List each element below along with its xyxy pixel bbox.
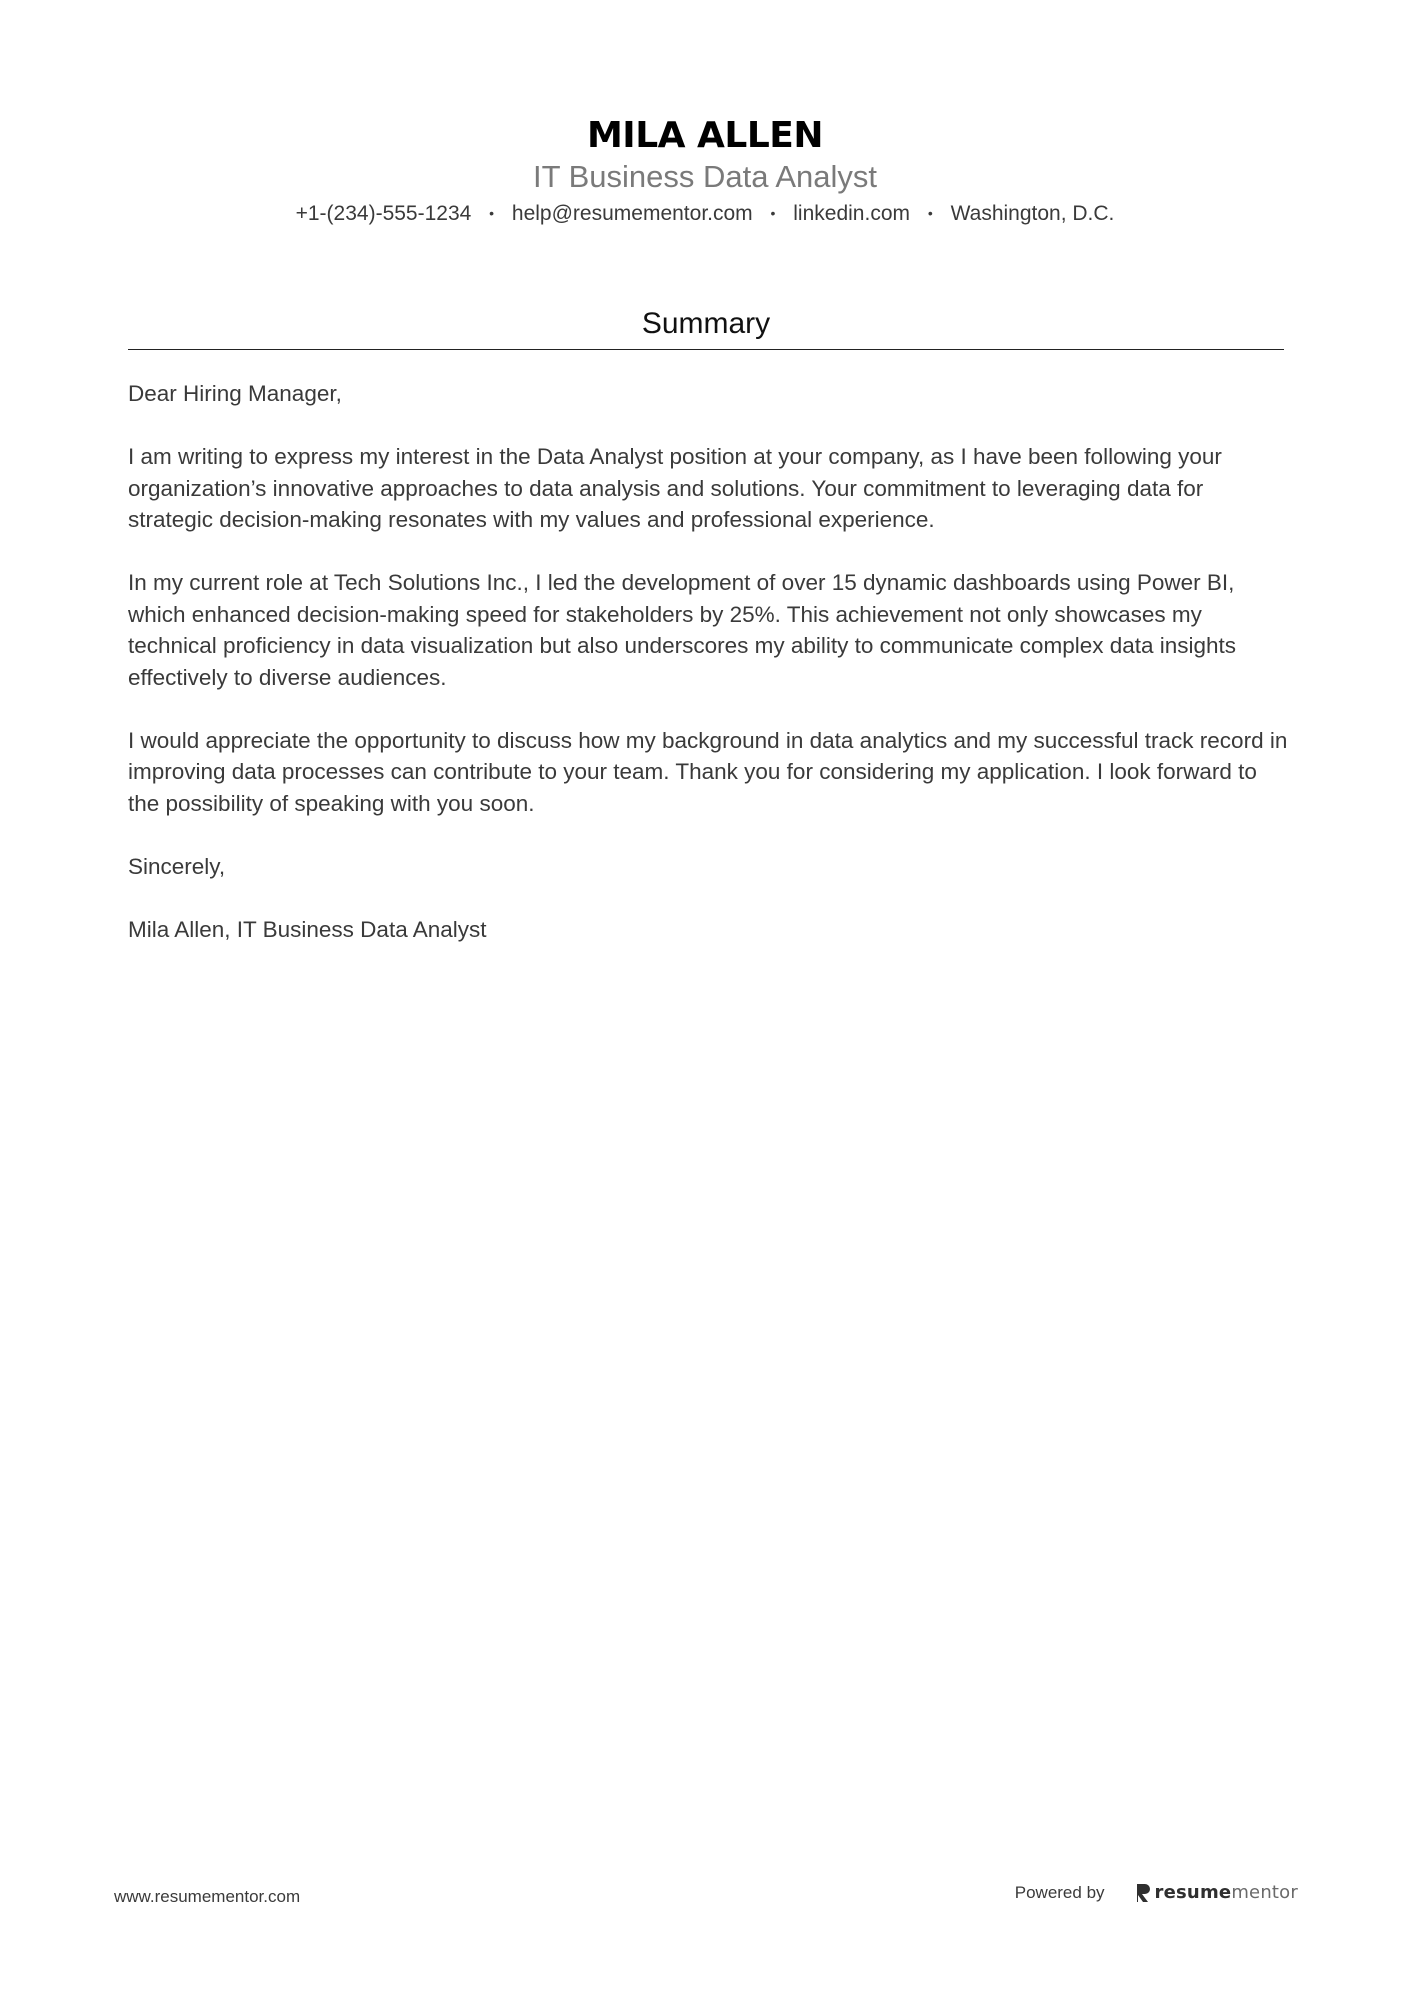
footer-website-link[interactable]: www.resumementor.com (114, 1887, 301, 1906)
contact-separator: • (927, 205, 933, 221)
letter-paragraph-1: I am writing to express my interest in the Data Analyst position at your company, as I have been following your organization’s innovative approaches to data analysis and solutions. Your commitment to leveraging data for strategic decision-making resonates with my values and professional experience. (128, 444, 1222, 532)
contact-line (0, 198, 1410, 229)
contact-phone: +1-(234)-555-1234 (295, 202, 472, 225)
contact-separator: • (489, 205, 495, 221)
powered-by-label: Powered by (1014, 1882, 1105, 1902)
section-title-summary: Summary (641, 307, 771, 340)
letter-closing: Sincerely, (128, 853, 226, 879)
brand-bold-text: resume (1154, 1882, 1232, 1903)
letter-paragraph-3: I would appreciate the opportunity to discuss how my background in data analytics and my successful track record in improving data processes can contribute to your team. Thank you for considering my application. I look forward to the possibility of speaking with you soon. (128, 727, 1288, 816)
resumementor-logo-icon (1135, 1883, 1151, 1903)
contact-location: Washington, D.C. (950, 202, 1115, 225)
contact-separator: • (770, 205, 776, 221)
brand-light-text: mentor (1231, 1882, 1298, 1903)
resume-header (0, 112, 1410, 229)
applicant-name: MILA ALLEN (586, 115, 823, 156)
letter-body (128, 378, 1288, 977)
applicant-job-title: IT Business Data Analyst (532, 159, 878, 194)
resumementor-logo[interactable] (1135, 1882, 1298, 1903)
section-divider (128, 349, 1284, 350)
contact-linkedin[interactable]: linkedin.com (793, 202, 910, 225)
footer-branding (1015, 1882, 1298, 1903)
letter-signature: Mila Allen, IT Business Data Analyst (128, 916, 487, 942)
contact-email[interactable]: help@resumementor.com (511, 202, 753, 225)
letter-paragraph-2: In my current role at Tech Solutions Inc., I led the development of over 15 dynamic dashboards using Power BI, which enhanced decision-making speed for stakeholders by 25%. This achievement not only showcases my technical proficiency in data visualization but also underscores my ability to communicate complex data insights effectively to diverse audiences. (128, 570, 1237, 690)
resumementor-wordmark (1155, 1882, 1298, 1903)
letter-greeting: Dear Hiring Manager, (128, 381, 342, 406)
